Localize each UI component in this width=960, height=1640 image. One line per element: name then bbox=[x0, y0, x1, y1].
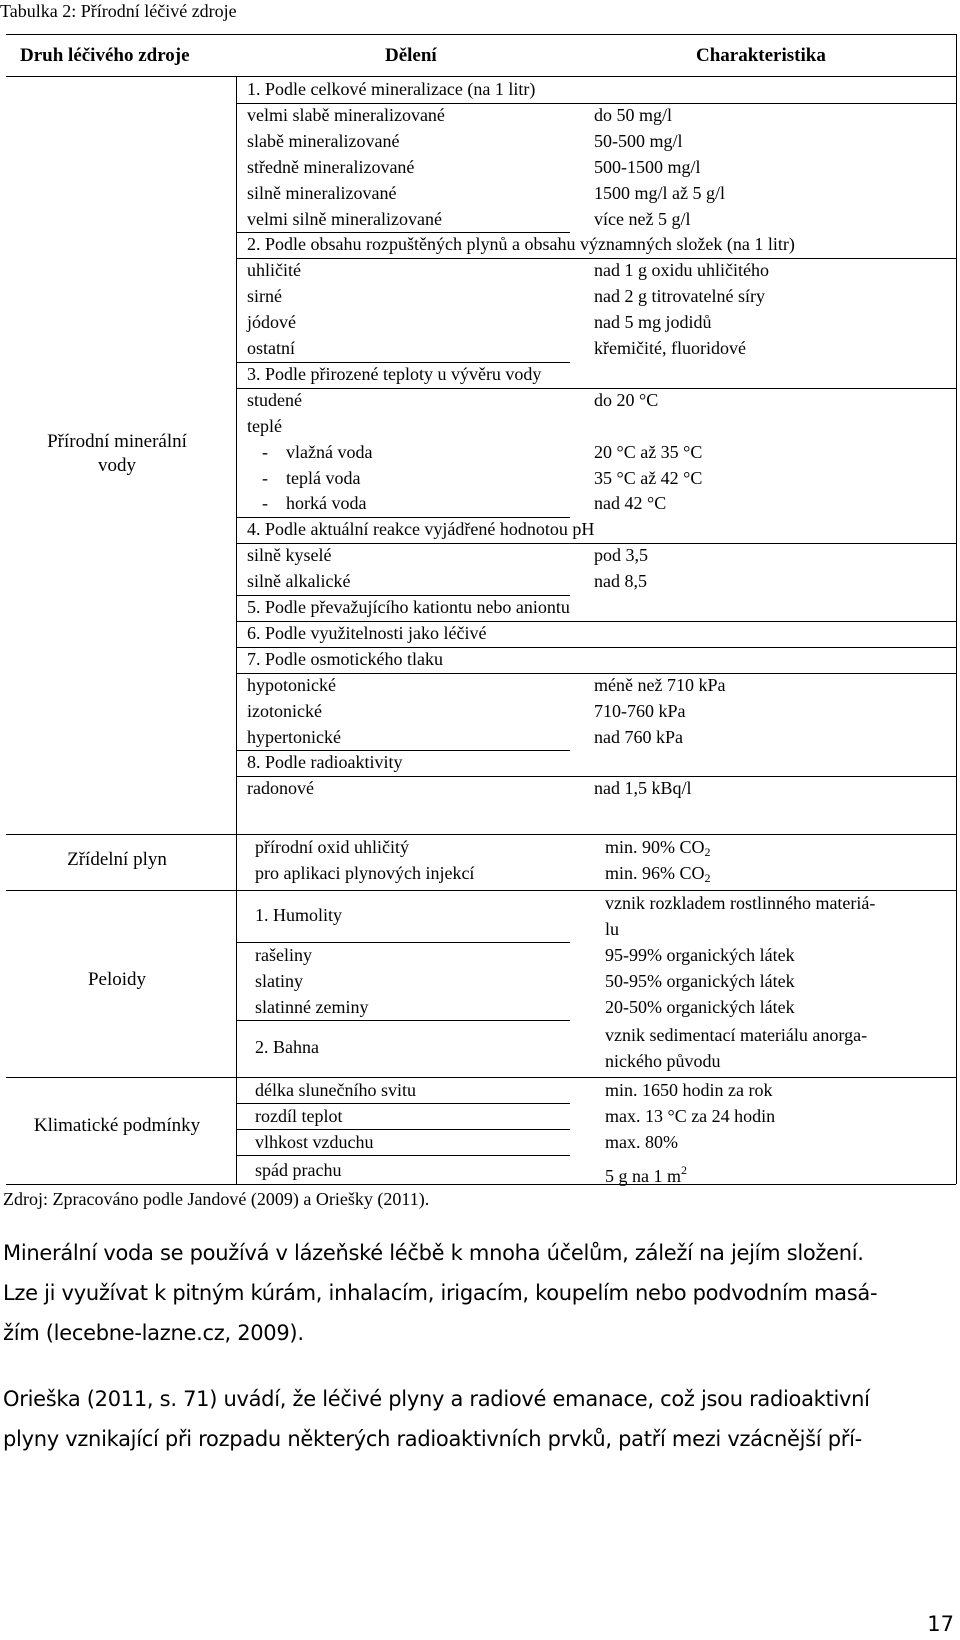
peloid-row-label: slatinné zeminy bbox=[255, 997, 369, 1017]
gas-row-label: pro aplikaci plynových injekcí bbox=[255, 863, 475, 883]
mineral-subheading: 5. Podle převažujícího kationtu nebo aniontu bbox=[247, 597, 570, 617]
paragraph-1 bbox=[3, 1233, 955, 1353]
peloid-row-label: rašeliny bbox=[255, 945, 312, 965]
gas-row-value-text: min. 96% CO bbox=[605, 863, 705, 883]
climatic-row-label: délka slunečního svitu bbox=[255, 1080, 416, 1100]
mineral-row-label: sirné bbox=[247, 286, 282, 307]
peloid-row-value-line2: nického původu bbox=[605, 1051, 721, 1071]
mineral-row-value: 500-1500 mg/l bbox=[594, 156, 701, 177]
gas-row-value bbox=[605, 836, 711, 863]
mineral-row-label: - teplá voda bbox=[262, 467, 361, 488]
header-characteristic: Charakteristika bbox=[696, 45, 826, 66]
peloid-row-label: 2. Bahna bbox=[255, 1037, 319, 1057]
mineral-subheading: 7. Podle osmotického tlaku bbox=[247, 648, 443, 669]
peloid-row-value-line1: vznik sedimentací materiálu anorga- bbox=[605, 1025, 868, 1045]
mineral-row-label: silně kyselé bbox=[247, 545, 332, 566]
peloid-row-label: slatiny bbox=[255, 971, 303, 991]
category-column-divider bbox=[236, 77, 237, 1184]
peloid-partial-divider bbox=[237, 1020, 570, 1021]
gas-row-subscript: 2 bbox=[704, 845, 711, 859]
gas-row-label: přírodní oxid uhličitý bbox=[255, 837, 409, 857]
climatic-row-value: max. 13 °C za 24 hodin bbox=[605, 1106, 776, 1126]
climatic-row-label: spád prachu bbox=[255, 1160, 342, 1180]
mineral-row-value: do 50 mg/l bbox=[594, 104, 673, 125]
mineral-row-value: nad 8,5 bbox=[594, 571, 647, 592]
peloid-row-label: 1. Humolity bbox=[255, 905, 343, 925]
climatic-row-value: max. 80% bbox=[605, 1132, 678, 1152]
mineral-row-value: více než 5 g/l bbox=[594, 208, 691, 229]
mineral-row-value: nad 5 mg jodidů bbox=[594, 312, 712, 333]
mineral-subheading: teplé bbox=[247, 415, 282, 436]
mineral-row-label: silně alkalické bbox=[247, 571, 351, 592]
paragraph-2-line-2: plyny vznikající při rozpadu některých radioaktivních prvků, patří mezi vzácnější pří- bbox=[3, 1427, 862, 1451]
peloid-row-value: 50-95% organických látek bbox=[605, 971, 795, 991]
mineral-row-value: méně než 710 kPa bbox=[594, 674, 726, 695]
category-climatic: Klimatické podmínky bbox=[33, 1115, 201, 1136]
mineral-row-value: nad 1 g oxidu uhličitého bbox=[594, 260, 769, 281]
mineral-row-label: ostatní bbox=[247, 338, 295, 358]
climatic-partial-divider bbox=[237, 1155, 570, 1156]
mineral-row-label: hypertonické bbox=[247, 726, 341, 747]
mineral-subheading: 6. Podle využitelnosti jako léčivé bbox=[247, 622, 487, 643]
climatic-row-value bbox=[605, 1159, 687, 1187]
climatic-row-superscript: 2 bbox=[681, 1163, 687, 1177]
climatic-row-value: min. 1650 hodin za rok bbox=[605, 1080, 773, 1100]
climatic-row-value-text: 5 g na 1 m bbox=[605, 1166, 681, 1186]
table-caption: Tabulka 2: Přírodní léčivé zdroje bbox=[0, 1, 237, 21]
header-source-type: Druh léčivého zdroje bbox=[20, 45, 190, 66]
peloid-row-value: 95-99% organických látek bbox=[605, 945, 795, 965]
mineral-row-value: 35 °C až 42 °C bbox=[594, 467, 703, 488]
mineral-row-label: - horká voda bbox=[262, 493, 367, 514]
section-divider-climatic bbox=[6, 1077, 956, 1078]
mineral-row-value: do 20 °C bbox=[594, 389, 659, 410]
mineral-row-value: pod 3,5 bbox=[594, 545, 648, 566]
mineral-row-label: jódové bbox=[247, 312, 296, 333]
category-mineral-waters-line1: Přírodní minerální bbox=[47, 431, 187, 452]
peloid-row-value-line1: vznik rozkladem rostlinného materiá- bbox=[605, 893, 876, 913]
mineral-row-label: velmi slabě mineralizované bbox=[247, 104, 445, 125]
mineral-row-value: křemičité, fluoridové bbox=[594, 338, 746, 358]
section-divider-gas bbox=[6, 834, 956, 835]
category-mineral-waters-line2: vody bbox=[98, 455, 136, 476]
paragraph-1-line-2: Lze ji využívat k pitným kúrám, inhalacím, irigacím, koupelím nebo podvodním masá- bbox=[3, 1281, 878, 1305]
peloid-row-value: 20-50% organických látek bbox=[605, 997, 795, 1017]
table-bottom-border bbox=[6, 1184, 956, 1185]
paragraph-2 bbox=[3, 1379, 955, 1459]
climatic-partial-divider bbox=[237, 1129, 570, 1130]
mineral-row-label: radonové bbox=[247, 778, 314, 799]
mineral-row-label: uhličité bbox=[247, 260, 301, 281]
mineral-row-value: nad 760 kPa bbox=[594, 726, 683, 747]
mineral-row-value: 20 °C až 35 °C bbox=[594, 441, 703, 462]
peloid-row-value-line2: lu bbox=[605, 919, 620, 939]
climatic-row-label: rozdíl teplot bbox=[255, 1106, 343, 1126]
paragraph-2-line-1: Orieška (2011, s. 71) uvádí, že léčivé plyny a radiové emanace, což jsou radioaktivní bbox=[3, 1387, 870, 1411]
table-source-note: Zdroj: Zpracováno podle Jandové (2009) a Oriešky (2011). bbox=[3, 1189, 430, 1209]
gas-row-value bbox=[605, 862, 711, 889]
mineral-row-label: izotonické bbox=[247, 700, 322, 721]
mineral-row-label: silně mineralizované bbox=[247, 182, 397, 203]
mineral-subheading: 1. Podle celkové mineralizace (na 1 litr) bbox=[247, 79, 536, 99]
paragraph-1-line-1: Minerální voda se používá v lázeňské léčbě k mnoha účelům, záleží na jejím složení. bbox=[3, 1241, 864, 1265]
climatic-partial-divider bbox=[237, 1103, 570, 1104]
mineral-row-value: nad 2 g titrovatelné síry bbox=[594, 286, 765, 307]
mineral-subheading: 2. Podle obsahu rozpuštěných plynů a obsahu významných složek (na 1 litr) bbox=[247, 234, 795, 255]
peloid-partial-divider bbox=[237, 942, 570, 943]
gas-row-subscript: 2 bbox=[704, 871, 711, 885]
section-divider-peloids bbox=[6, 890, 956, 891]
page-number: 17 bbox=[927, 1612, 954, 1636]
paragraph-1-line-3: žím (lecebne-lazne.cz, 2009). bbox=[3, 1321, 304, 1345]
table-top-border bbox=[6, 34, 956, 35]
category-peloids: Peloidy bbox=[87, 969, 147, 990]
mineral-row-value: 50-500 mg/l bbox=[594, 130, 683, 151]
mineral-row-label: hypotonické bbox=[247, 674, 336, 695]
mineral-subheading: 4. Podle aktuální reakce vyjádřené hodnotou pH bbox=[247, 519, 595, 540]
gas-row-value-text: min. 90% CO bbox=[605, 837, 705, 857]
mineral-row-value: nad 42 °C bbox=[594, 493, 667, 514]
mineral-row-label: studené bbox=[247, 389, 302, 410]
mineral-row-value: 1500 mg/l až 5 g/l bbox=[594, 182, 725, 203]
mineral-row-value: nad 1,5 kBq/l bbox=[594, 778, 692, 799]
mineral-row-label: velmi silně mineralizované bbox=[247, 208, 442, 229]
mineral-row-label: - vlažná voda bbox=[262, 441, 373, 462]
mineral-subheading: 8. Podle radioaktivity bbox=[247, 752, 403, 773]
table-right-border bbox=[956, 34, 957, 1184]
category-spring-gas: Zřídelní plyn bbox=[67, 849, 167, 870]
header-bottom-border bbox=[6, 76, 956, 77]
category-mineral-waters bbox=[6, 430, 228, 478]
mineral-row-value: 710-760 kPa bbox=[594, 700, 686, 721]
mineral-row-label: středně mineralizované bbox=[247, 156, 415, 177]
mineral-row-label: slabě mineralizované bbox=[247, 130, 400, 151]
header-division: Dělení bbox=[385, 45, 437, 66]
climatic-row-label: vlhkost vzduchu bbox=[255, 1132, 374, 1152]
mineral-subheading: 3. Podle přirozené teploty u vývěru vody bbox=[247, 363, 542, 384]
